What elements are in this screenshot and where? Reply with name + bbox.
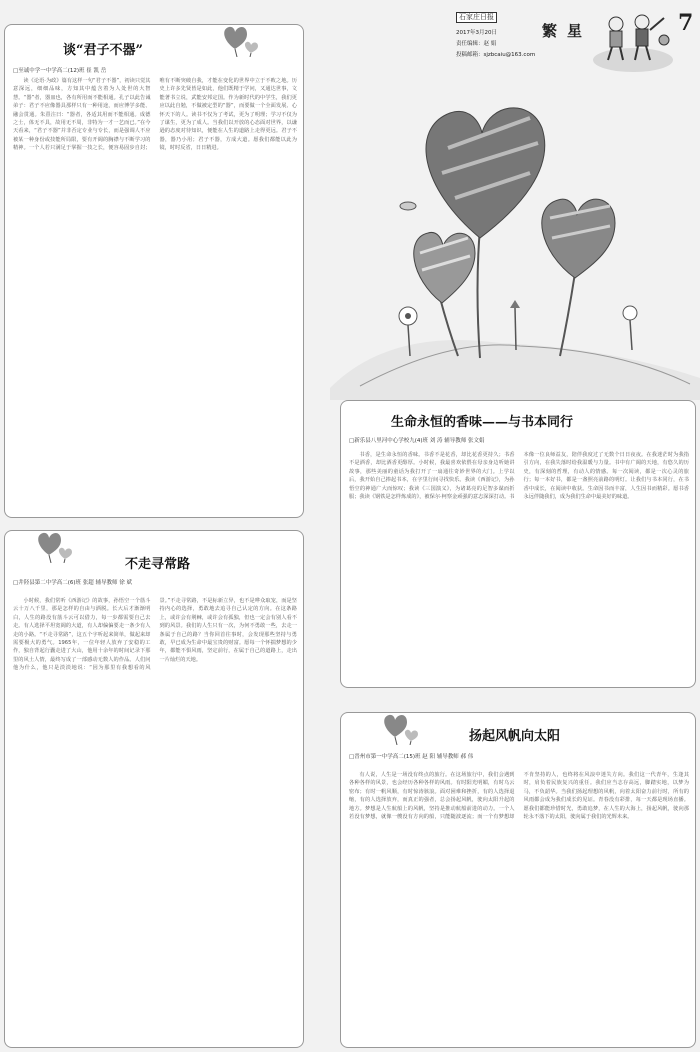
article-text: 小时候，我们常听《西游记》的故事，孙悟空一个筋斗云十万八千里，那是怎样的自由与洒脱。长大后才渐渐明白，人生的路没有筋斗云可以借力，每一步都需要自己去走。有人选择平坦宽阔的大道，有人却偏偏要走一条少有人走的小路。“不走寻常路”，这五个字听起来简单，做起来却需要极大的勇气。1965年，一位年轻人放弃了安稳的工作，独自背起行囊走进了大山，他用十余年的时间记录下那里的风土人情，最终写成了一部感动无数人的作品。人们问他为什么，他只是淡淡地说：“因为那里有我想看的风景。”不走寻常路，不是标新立异，也不是哗众取宠，而是坚持内心的选择，勇敢地去追寻自己认定的方向。在这条路上，或许会有荆棘，或许会有孤独，但也一定会有别人看不到的风景。我们的人生只有一次，为何不勇敢一些，去走一条属于自己的路？当你回首往事时，会发现那些坚持与勇敢，早已成为生命中最宝贵的财富。愿每一个怀揣梦想的少年，都能不惧风雨，坚定前行，在属于自己的道路上，走出一片灿烂的天地。 (13, 598, 297, 672)
article-card (4, 530, 304, 1048)
article-text: 读《论语·为政》篇有这样一句“君子不器”，初读只觉其意深远，细细品味，方知其中蕴含着为人处世的大智慧。“器”者，器皿也，各有所用而不能相通。孔子以此告诫弟子：君子不应像器具那样只有一种用途，而应博学多能、融会贯通。朱熹注曰：“器者，各适其用而不能相通。成德之士，体无不具，故用无不周，非特为一才一艺而已。”在今天看来，“君子不器”并非否定专业与专长，而是强调人不应被某一种身份或技能所局限，要有开阔的胸襟与不断学习的精神。一个人若只满足于掌握一技之长，便容易固步自封；唯有不断突破自我，才能在变化的世界中立于不败之地。历史上许多先贤皆是如此，他们既精于学问，又通达世事，文能著书立说，武能安邦定国。作为新时代的中学生，我们更应以此自勉，不做被定型的“器”，而要做一个全面发展、心怀天下的人。读书不仅为了考试，更为了明理；学习不仅为了谋生，更为了成人。当我们以开放的心态面对世界，以谦逊的态度对待知识，便能在人生的道路上走得更远。君子不器，器乃小用；君子不器，方成大道。愿我们都能以此为镜，时时反省，日日精进。 (13, 78, 297, 152)
heart-decoration-icon (375, 712, 425, 745)
hearts-illustration (330, 88, 700, 400)
paper-name: 石家庄日报 (456, 12, 497, 23)
article-byline: □井陉县第二中学高二(6)班 张超 辅导教师 徐 斌 (13, 580, 132, 586)
article-byline: □至诚中学一中学高二(12)班 崔 凯 岳 (13, 68, 107, 74)
article-body (13, 77, 297, 511)
article-byline: □晋州市第一中学高二(15)班 赵 阳 辅导教师 郝 伟 (349, 754, 474, 760)
article-card (4, 24, 304, 518)
article-text: 有人说，人生是一场没有终点的旅行。在这场旅行中，我们会遇到各种各样的风景，也会经历各种各样的风雨。有时阳光明媚，有时乌云密布；有时一帆风顺，有时惊涛骇浪。面对困难和挫折，有的人选择退缩，有的人选择放弃，而真正的强者，总会扬起风帆，驶向太阳升起的地方。梦想是人生航船上的风帆，坚持是推动航船前进的动力。一个人若没有梦想，就像一艘没有方向的船，只能随波逐流；而一个有梦想却不肯坚持的人，也终将在风浪中迷失方向。我们这一代青年，生逢其时，肩负着民族复兴的重任。我们应当志存高远，脚踏实地，以梦为马，不负韶华。当我们扬起理想的风帆，向着太阳奋力前行时，所有的风雨都会成为我们成长的见证。青春没有彩排，每一天都是现场直播。愿我们都能珍惜时光，勇敢追梦，在人生的大海上，扬起风帆，驶向那轮永不落下的太阳，驶向属于我们的光辉未来。 (349, 772, 689, 821)
children-illustration (590, 10, 676, 74)
issue-date: 2017年3月20日 (456, 30, 497, 36)
heart-decoration-icon (29, 530, 79, 563)
article-text: 书香，是生命永恒的香味。书香不是花香，却比花香更持久；书香不是酒香，却比酒香更醇厚。小时候，我最喜欢依偎在母亲身边听她讲故事，那些美丽的童话为我打开了一扇通往奇妙世界的大门。上学以后，我开始自己捧起书本，在字里行间寻找快乐。我读《西游记》，为孙悟空的神通广大而惊叹；我读《三国演义》，为诸葛亮的足智多谋而折服；我读《钢铁是怎样炼成的》，被保尔·柯察金顽强的意志深深打动。书本像一位良师益友，陪伴我度过了无数个日日夜夜。在我迷茫时为我指引方向，在我失落时给我温暖与力量。书中有广阔的天地，有悠久的历史，有深刻的哲理，有动人的情感。每一次阅读，都是一次心灵的旅行；每一本好书，都是一盏照亮前路的明灯。让我们与书本同行，在书香中成长，在阅读中收获。生命因书而丰富，人生因书而精彩。愿书香永远伴随我们，成为我们生命中最美好的味道。 (349, 452, 689, 501)
page-number: 7 (678, 10, 694, 36)
article-body (349, 771, 689, 1043)
article-card (340, 400, 696, 688)
masthead (440, 6, 696, 90)
heart-decoration-icon (215, 24, 265, 57)
article-title: 生命永恒的香味——与书本同行 (391, 415, 574, 430)
article-body (349, 451, 689, 683)
article-title: 扬起风帆向太阳 (469, 729, 561, 744)
email-line: 投稿邮箱：sjzbcaiu@163.com (456, 52, 536, 58)
editor-line: 责任编辑：赵 娟 (456, 41, 497, 47)
article-card (340, 712, 696, 1048)
article-title: 谈“君子不器” (63, 43, 143, 58)
article-byline: □新乐县八里河中心学校九(4)班 刘 涛 辅导教师 张文娟 (349, 438, 485, 444)
article-title: 不走寻常路 (125, 557, 191, 572)
article-body (13, 597, 297, 1041)
section-title: 繁星 (542, 22, 593, 40)
